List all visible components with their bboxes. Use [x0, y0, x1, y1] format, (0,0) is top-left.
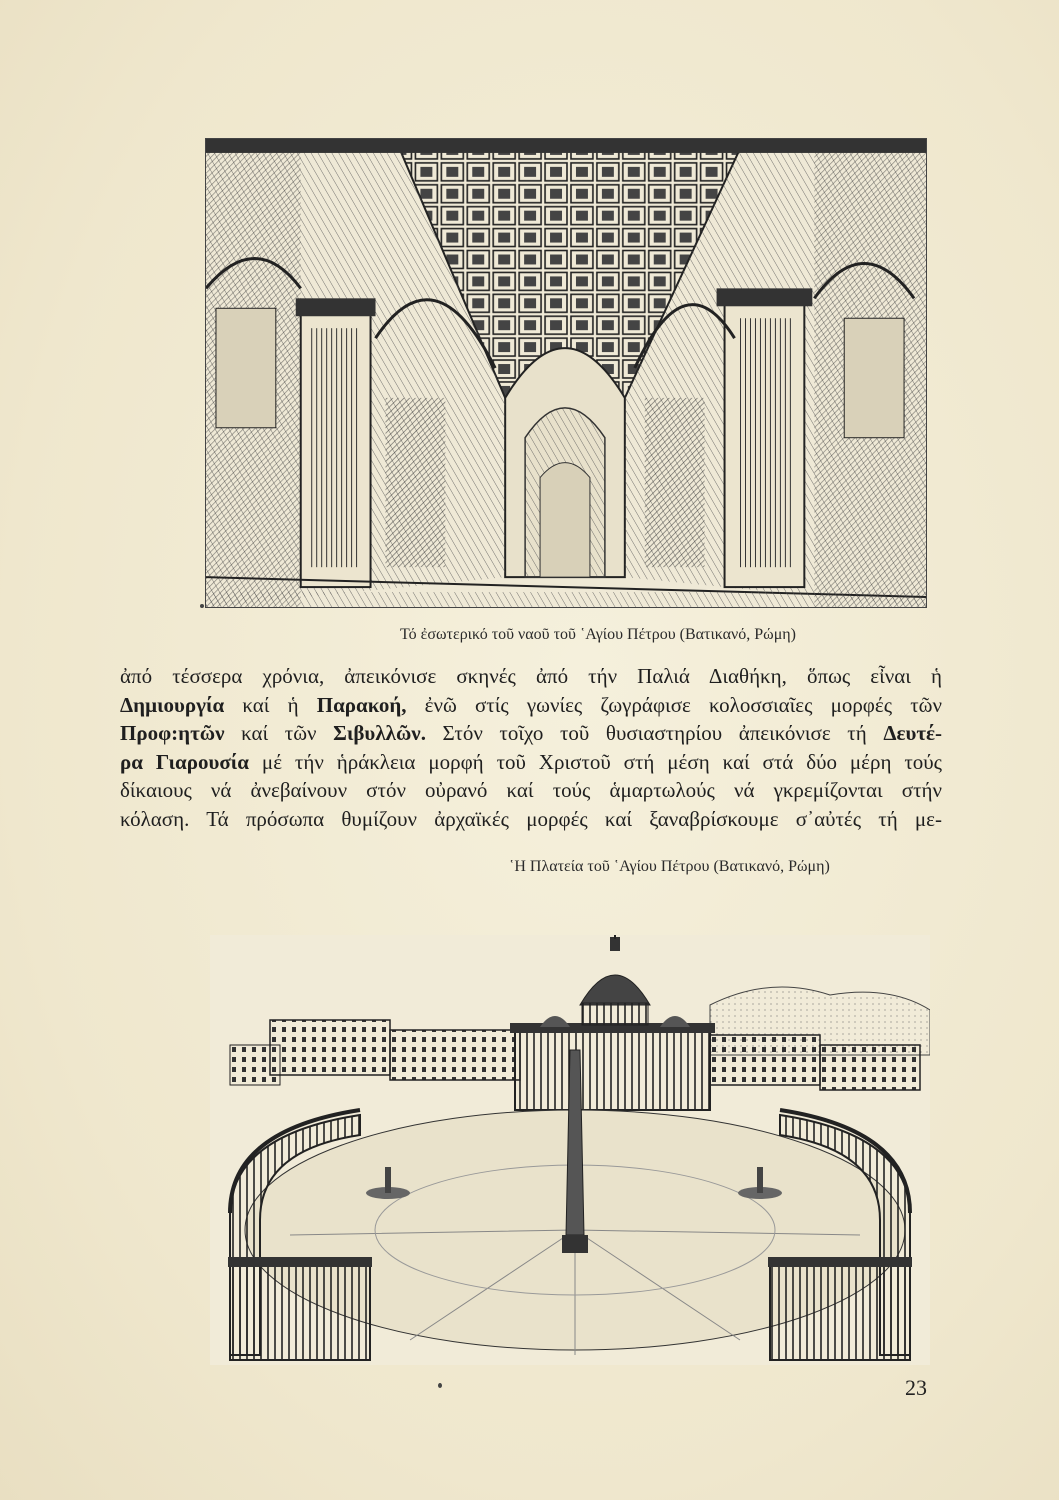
bold-term: Δευτέ-: [883, 721, 942, 745]
interior-caption: Τό ἐσωτερικό τοῦ ναοῦ τοῦ ῾Αγίου Πέτρου (Βατικανό, Ρώμη): [400, 626, 796, 643]
bold-term: Δημιουργία: [120, 692, 225, 717]
body-paragraph: [120, 662, 942, 833]
ink-speck: [200, 604, 204, 608]
page-number: 23: [905, 1375, 927, 1400]
text-line: ἀπό τέσσερα χρόνια, ἀπεικόνισε σκηνές ἀπό τήν Παλιά Διαθήκη, ὅπως εἶναι ἡ: [120, 664, 942, 688]
square-caption: ῾Η Πλατεία τοῦ ῾Αγίου Πέτρου (Βατικανό, Ρώμη): [509, 858, 830, 875]
bold-term: Σιβυλλῶν.: [333, 721, 426, 745]
text-span: μέ τήν ἡράκλεια μορφή τοῦ Χριστοῦ στή μέση καί στά δύο μέρη τούς: [249, 749, 942, 774]
text-span: ἐνῶ στίς γωνίες ζωγράφισε κολοσσιαῖες μορφές τῶν: [406, 692, 942, 717]
text-span: καί ἡ: [224, 692, 317, 717]
text-line: [120, 748, 942, 777]
text-span: Στόν τοῖχο τοῦ θυσιαστηρίου ἀπεικόνισε τή: [425, 721, 884, 745]
text-line: [120, 719, 942, 748]
ink-speck: [438, 1383, 442, 1388]
text-span: καί τῶν: [224, 721, 334, 745]
text-line: [120, 691, 942, 720]
st-peters-square-engraving-icon: [210, 935, 930, 1365]
bold-term: Προφ:ητῶν: [120, 721, 225, 745]
text-line: κόλαση. Τά πρόσωπα θυμίζουν ἀρχαϊκές μορφές καί ξαναβρίσκουμε σ᾽αὐτές τή με-: [120, 806, 942, 831]
basilica-interior-engraving-icon: [205, 138, 927, 608]
bold-term: ρα Γιαρουσία: [120, 749, 250, 774]
text-line: δίκαιους νά ἀνεβαίνουν στόν οὐρανό καί τούς ἁμαρτωλούς νά γκρεμίζονται στήν: [120, 778, 942, 802]
bold-term: Παρακοή,: [316, 692, 407, 717]
